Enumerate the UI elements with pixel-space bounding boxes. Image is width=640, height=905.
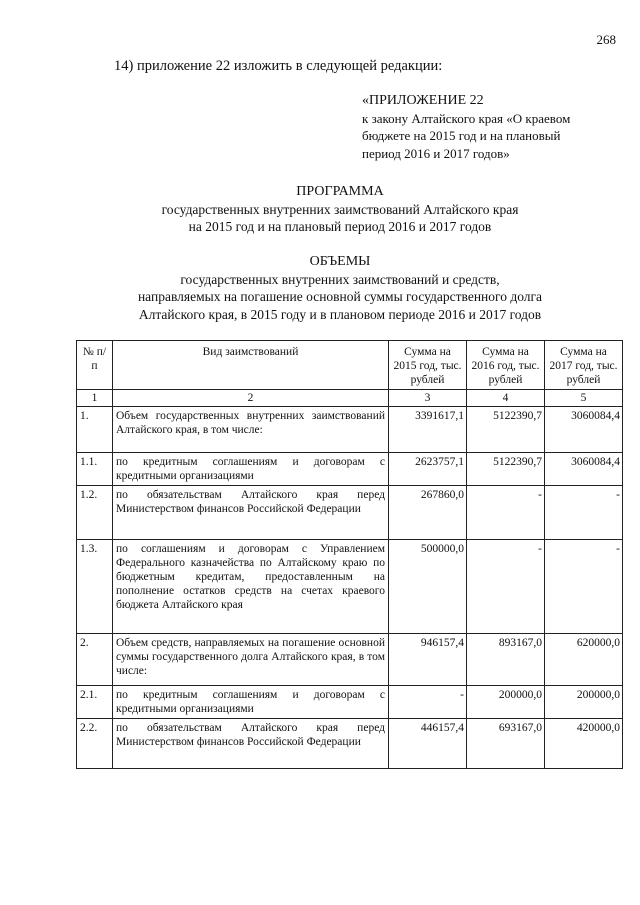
table-row — [77, 453, 623, 486]
column-number-row — [77, 390, 623, 407]
column-number: 4 — [467, 390, 545, 407]
value-2016: 5122390,7 — [467, 453, 545, 486]
row-description: по соглашениям и договорам с Управлением Федерального казначейства по Алтайскому краю по бюджетным кредитам, предоставленным на пополнение остатков средств на счетах краевого бюджета Алтайского края — [113, 540, 389, 634]
table-row — [77, 634, 623, 686]
volumes-heading: ОБЪЕМЫ — [309, 254, 371, 269]
value-2015: - — [389, 686, 467, 719]
appendix-header — [362, 92, 620, 162]
appendix-title: «ПРИЛОЖЕНИЕ 22 — [362, 93, 484, 108]
page-number: 268 — [596, 32, 616, 47]
row-index: 1. — [77, 407, 113, 453]
row-index: 1.1. — [77, 453, 113, 486]
program-title-block — [40, 183, 640, 236]
column-number: 5 — [545, 390, 623, 407]
value-2017: 3060084,4 — [545, 453, 623, 486]
row-index: 2. — [77, 634, 113, 686]
row-index: 1.3. — [77, 540, 113, 634]
row-description: по кредитным соглашениям и договорам с кредитными организациями — [113, 686, 389, 719]
value-2017: 420000,0 — [545, 719, 623, 769]
header-number: № п/п — [77, 341, 113, 390]
value-2016: 893167,0 — [467, 634, 545, 686]
value-2015: 500000,0 — [389, 540, 467, 634]
value-2016: - — [467, 486, 545, 540]
header-sum-2017: Сумма на 2017 год, тыс. рублей — [545, 341, 623, 390]
program-heading: ПРОГРАММА — [296, 184, 384, 199]
row-description: по кредитным соглашениям и договорам с кредитными организациями — [113, 453, 389, 486]
value-2017: 3060084,4 — [545, 407, 623, 453]
volumes-subtitle-line: Алтайского края, в 2015 году и в плановом периоде 2016 и 2017 годов — [138, 306, 542, 322]
value-2015: 446157,4 — [389, 719, 467, 769]
value-2016: 5122390,7 — [467, 407, 545, 453]
table-header-row — [77, 341, 623, 390]
volumes-title-block — [40, 253, 640, 323]
value-2017: 200000,0 — [545, 686, 623, 719]
appendix-line: период 2016 и 2017 годов» — [362, 145, 510, 161]
program-subtitle-line: на 2015 год и на плановый период 2016 и 2017 годов — [188, 219, 492, 234]
header-sum-2015: Сумма на 2015 год, тыс. рублей — [389, 341, 467, 390]
row-index: 1.2. — [77, 486, 113, 540]
value-2015: 2623757,1 — [389, 453, 467, 486]
volumes-subtitle-line: государственных внутренних заимствований и средств, — [180, 271, 500, 287]
value-2017: 620000,0 — [545, 634, 623, 686]
row-description: Объем государственных внутренних заимствований Алтайского края, в том числе: — [113, 407, 389, 453]
column-number: 3 — [389, 390, 467, 407]
amendment-intro: 14) приложение 22 изложить в следующей редакции: — [114, 58, 443, 74]
volumes-subtitle-line: направляемых на погашение основной суммы государственного долга — [137, 289, 543, 304]
value-2015: 267860,0 — [389, 486, 467, 540]
header-sum-2016: Сумма на 2016 год, тыс. рублей — [467, 341, 545, 390]
appendix-line: к закону Алтайского края «О краевом — [362, 110, 571, 126]
column-number: 1 — [77, 390, 113, 407]
value-2016: 200000,0 — [467, 686, 545, 719]
table-row — [77, 540, 623, 634]
table-row — [77, 407, 623, 453]
row-description: по обязательствам Алтайского края перед Министерством финансов Российской Федерации — [113, 719, 389, 769]
table-row — [77, 486, 623, 540]
appendix-line: бюджете на 2015 год и на плановый — [362, 128, 561, 143]
value-2016: 693167,0 — [467, 719, 545, 769]
value-2017: - — [545, 540, 623, 634]
row-description: Объем средств, направляемых на погашение основной суммы государственного долга Алтайского края, в том числе: — [113, 634, 389, 686]
table-row — [77, 686, 623, 719]
value-2015: 3391617,1 — [389, 407, 467, 453]
row-index: 2.1. — [77, 686, 113, 719]
program-subtitle-line: государственных внутренних заимствований Алтайского края — [161, 201, 519, 217]
value-2017: - — [545, 486, 623, 540]
header-borrowing-type: Вид заимствований — [113, 341, 389, 390]
row-description: по обязательствам Алтайского края перед Министерством финансов Российской Федерации — [113, 486, 389, 540]
value-2015: 946157,4 — [389, 634, 467, 686]
value-2016: - — [467, 540, 545, 634]
row-index: 2.2. — [77, 719, 113, 769]
table-row — [77, 719, 623, 769]
borrowing-volumes-table — [76, 340, 623, 769]
column-number: 2 — [113, 390, 389, 407]
